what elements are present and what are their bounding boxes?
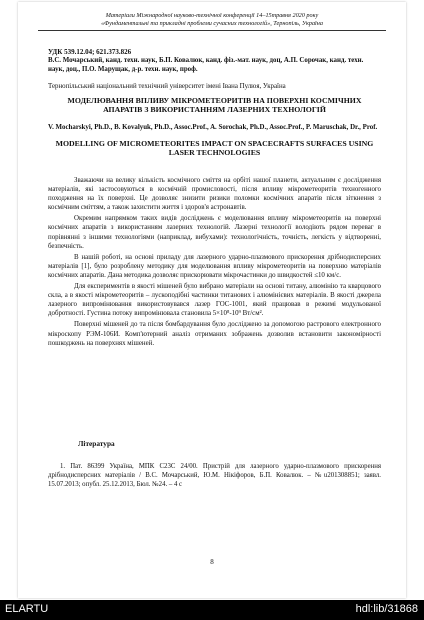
title-en: MODELLING OF MICROMETEORITES IMPACT ON SPACECRAFTS SURFACES USING LASER TECHNOLOGIES bbox=[55, 139, 374, 157]
page-number: 8 bbox=[210, 558, 214, 566]
footer-repository-name: ELARTU bbox=[5, 603, 49, 615]
paragraph-2: Окремим напрямком таких видів досліджень є моделювання впливу мікрометеоритів на поверхні космічних апаратів з використанням лазерних технологій. Лазерні технології володіють рядом переваг в порівнянні з іншими технологіями (наприклад, вибухами): технологічність, точність, легкість у відтворенні, безпечність. bbox=[48, 215, 381, 250]
authors-ua: В.С. Мочарський, канд. техн. наук, Б.П. Ковалюк, канд. фіз.-мат. наук, доц, А.П. Сорочак, канд. техн. наук, доц., П.О. Марущак, д-р. техн. наук, проф. bbox=[48, 57, 364, 73]
authors-en: V. Mocharskyi, Ph.D., B. Kovalyuk, Ph.D., Assoc.Prof., A. Sorochak, Ph.D., Assoc.Prof., P. Maruschak, Dr., Prof. bbox=[48, 124, 378, 131]
reference-item: 1. Пат. 86399 Україна, МПК С23С 24/00. Пристрій для лазерного ударно-плазмового прискорення дрібнодисперсних матеріалів / В.С. Мочарський, Ю.М. Нікіфоров, Б.П. Ковалюк. – №u201308851; заявл. 15.07.2013; опубл. 25.12.2013, Бюл. №24. – 4 с bbox=[48, 463, 381, 488]
paragraph-3: В нашій роботі, на основі приладу для лазерного ударно-плазмового прискорення дрібнодисперсних матеріалів [1], було розроблену методику для моделювання впливу мікрометеоритів на поверхню матеріалів космічних апаратів. Дана методика дозволяє прискорювати мікрочастинки до швидкостей ≤10 км/с. bbox=[48, 253, 381, 279]
affiliation: Тернопільський національний технічний університет імені Івана Пулюя, Україна bbox=[48, 83, 286, 90]
literature-heading: Література bbox=[78, 439, 115, 448]
running-header bbox=[38, 12, 386, 28]
header-line-2: «Фундаментальні та прикладні проблеми сучасних технологій», Тернопіль, Україна bbox=[101, 20, 323, 27]
paragraph-5: Поверхні мішеней до та після бомбардування було досліджено за допомогою растрового електронного мікроскопу РЭМ-106И. Комп'ютерний аналіз отриманих зображень дозволив встановити закономірності пошкоджень на поверхнях мішеней. bbox=[48, 321, 381, 347]
header-line-1: Матеріали Міжнародної науково-технічної конференції 14–15травня 2020 року bbox=[105, 12, 319, 19]
repository-footer bbox=[0, 600, 424, 620]
document-page bbox=[18, 2, 406, 598]
header-rule bbox=[38, 30, 386, 31]
paragraph-4: Для експериментів в якості мішеней було вибрано матеріали на основі титану, алюмінію та кварцового скла, а в якості мікрометеоритів – лускоподібні частинки титанових і алюмінієвих матеріалів. В якості джерела лазерного випромінювання використовувався лазер ГОС-1001, який працював в режимі модульованої добротності. Густина потоку випромінювала становила 5×10⁸-10⁹ Вт/см². bbox=[48, 283, 381, 318]
body-text bbox=[48, 176, 381, 350]
paragraph-1: Зважаючи на велику кількість космічного сміття на орбіті нашої планети, актуальним є дослідження матеріалів, які застосовуються в космічній промисловості, після впливу мікрометеоритів техногенного походження на їх поверхні. Це дозволяє знизити ризики поломки космічних апаратів після зіткнення з космічним сміттям, а також захистити життя і здоров'я астронавтів. bbox=[48, 177, 381, 212]
udk-code: УДК 539.12.04; 621.373.826 bbox=[48, 48, 132, 56]
footer-handle-link[interactable]: hdl:lib/31868 bbox=[355, 603, 418, 615]
title-ua: МОДЕЛЮВАННЯ ВПЛИВУ МІКРОМЕТЕОРИТІВ НА ПОВЕРХНІ КОСМІЧНИХ АПАРАТІВ З ВИКОРИСТАННЯМ ЛАЗЕРНИХ ТЕХНОЛОГІЙ bbox=[67, 96, 362, 114]
